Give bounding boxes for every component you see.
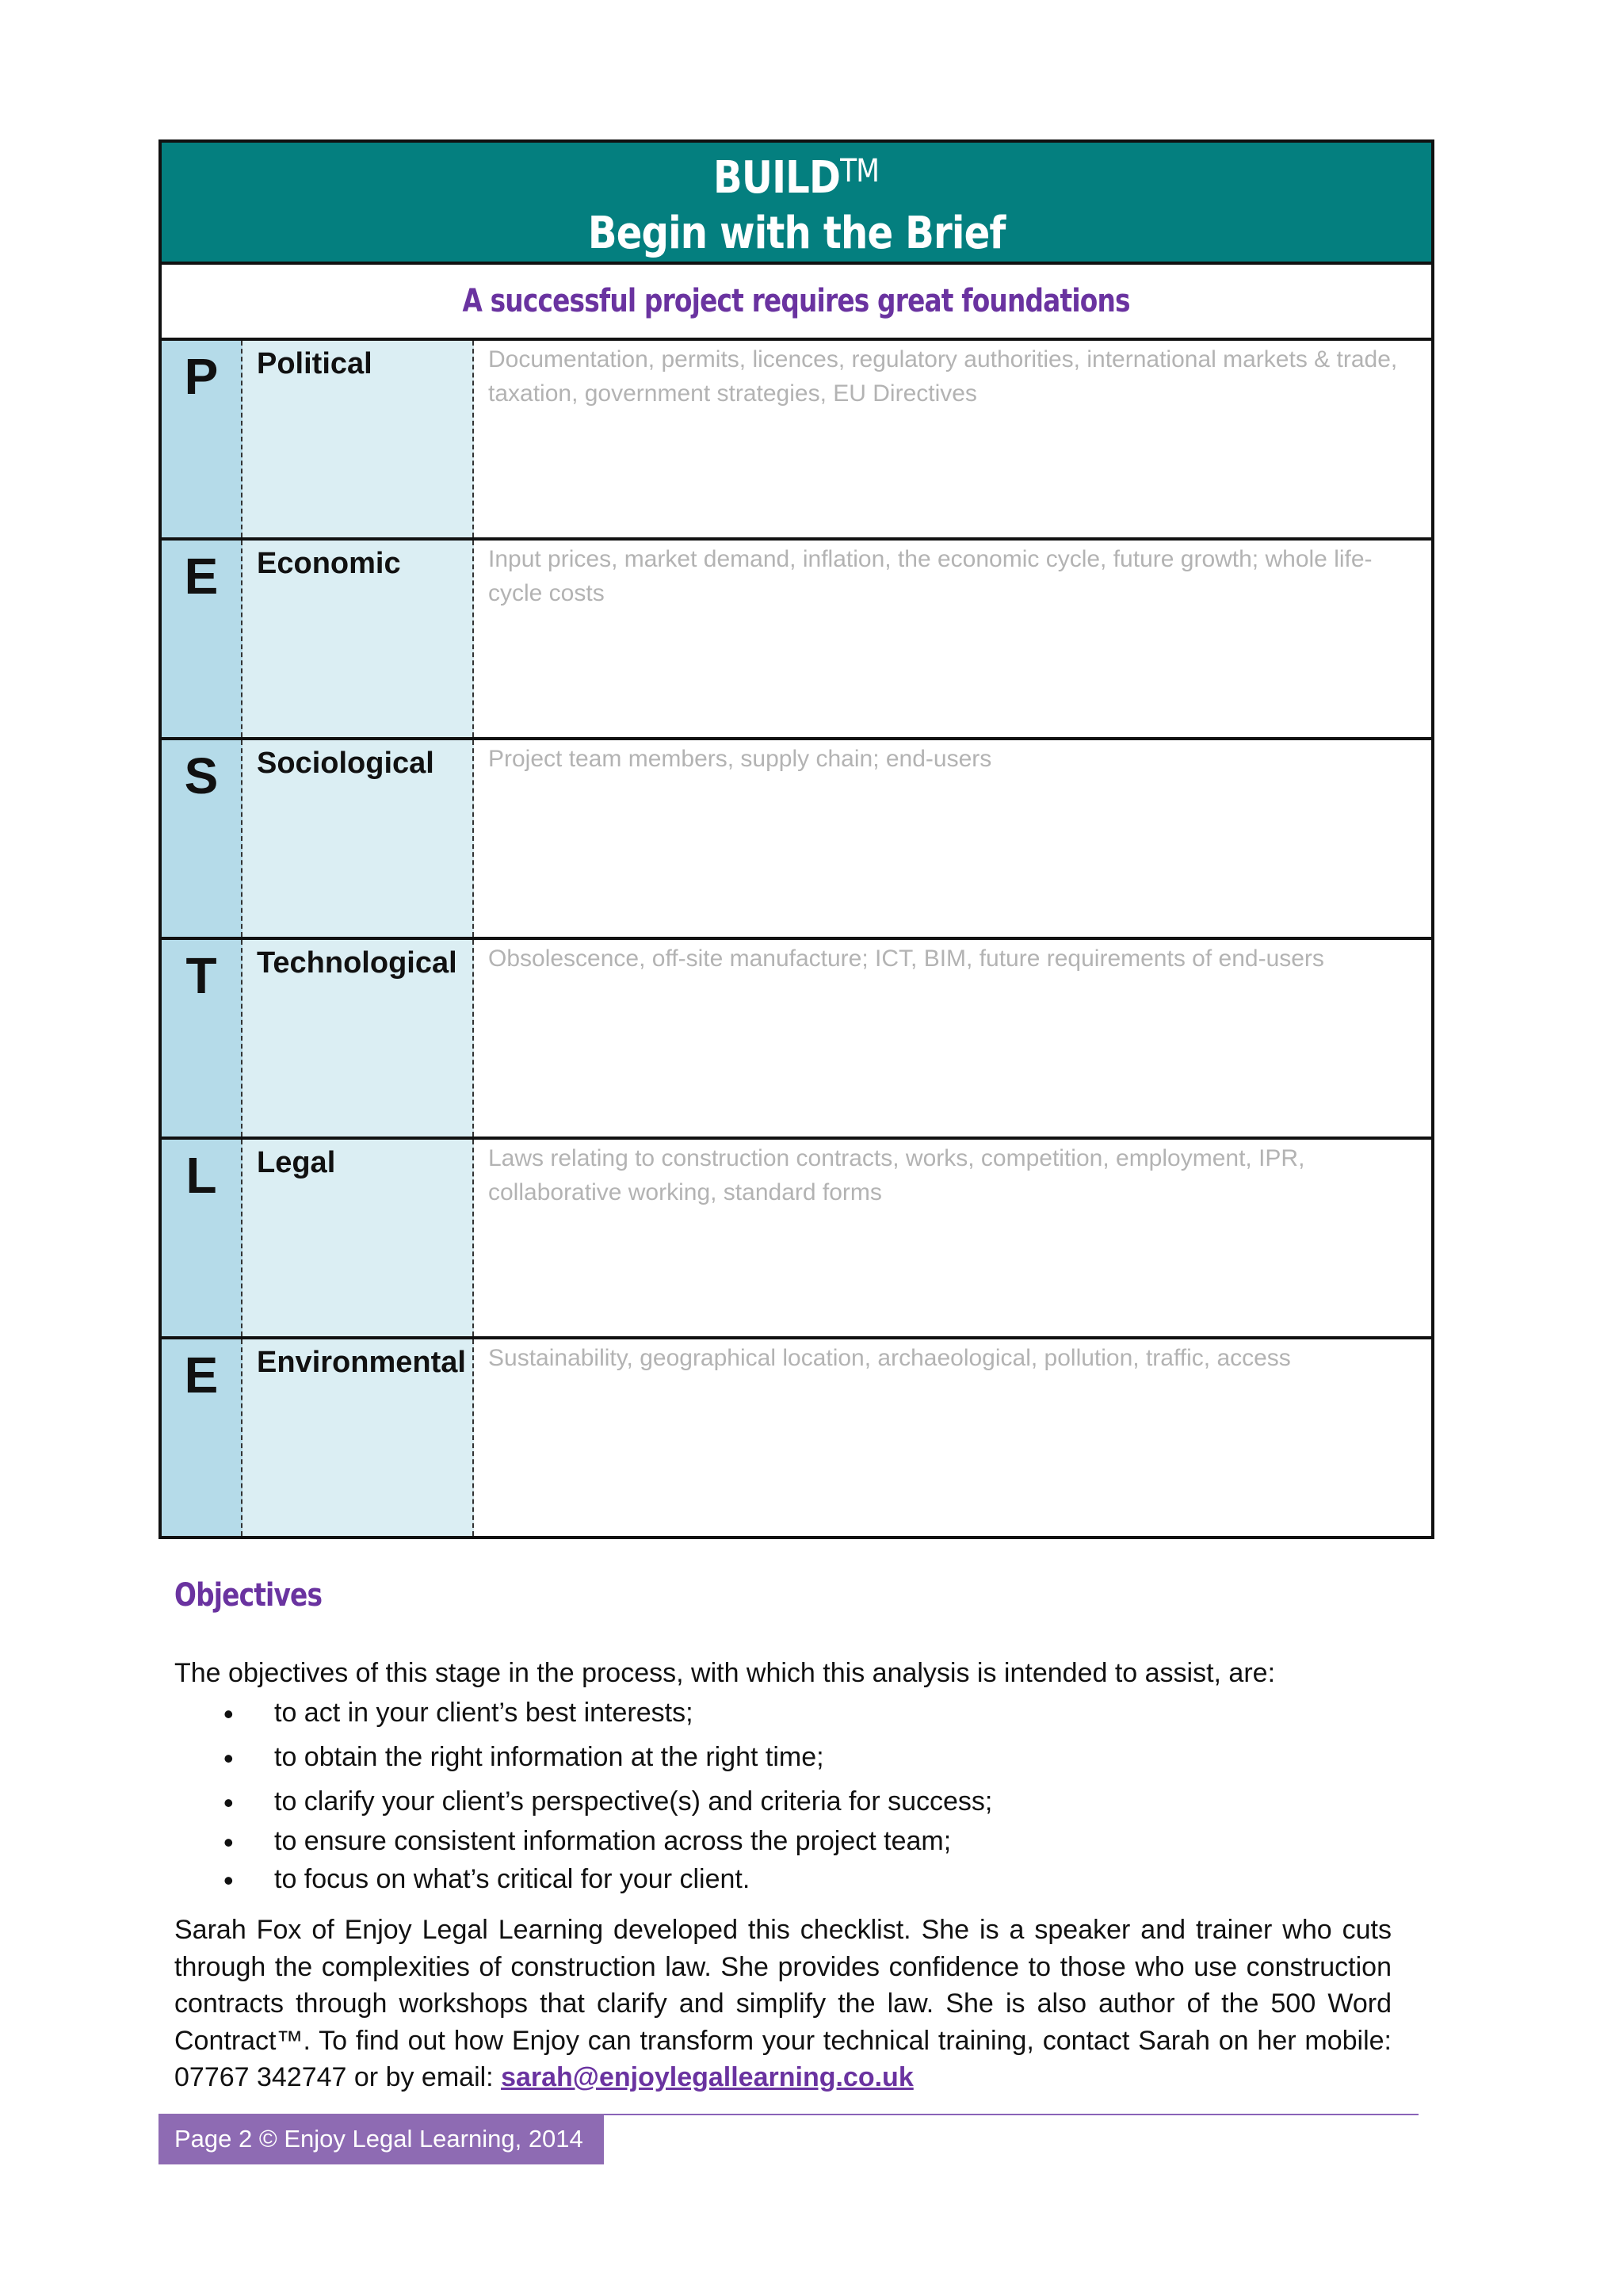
letter-cell: [162, 1140, 242, 1336]
pestle-letter: E: [184, 548, 219, 605]
header-title: [713, 143, 879, 206]
objectives-list: [174, 1698, 992, 1902]
pestle-detail: Documentation, permits, licences, regulatory authorities, international markets & trade, taxation, government strategies, EU Directives: [488, 346, 1398, 407]
tagline-row: [162, 265, 1431, 341]
pestle-row-legal: [162, 1140, 1431, 1339]
factor-cell: [242, 940, 474, 1137]
pestle-detail: Obsolescence, off-site manufacture; ICT, BIM, future requirements of end-users: [488, 946, 1324, 972]
author-bio: [174, 1912, 1392, 2096]
pestle-factor: Political: [257, 347, 372, 380]
footer-page-label: Page 2 © Enjoy Legal Learning, 2014: [158, 2114, 604, 2164]
factor-cell: [242, 740, 474, 937]
detail-cell[interactable]: [474, 1339, 1431, 1536]
bio-text: Sarah Fox of Enjoy Legal Learning developed this checklist. She is a speaker and trainer who cuts through the complexities of construction law. She provides confidence to those who use construction contracts through workshops that clarify and simplify the law. She is also author of the 500 Word Contract™. To find out how Enjoy can transform your technical training, contact Sarah on her mobile: 07767 342747 or by email:: [174, 1915, 1392, 2092]
pestle-row-sociological: [162, 740, 1431, 940]
pestle-factor: Technological: [257, 946, 457, 980]
pestle-row-economic: [162, 541, 1431, 740]
factor-cell: [242, 341, 474, 537]
pestle-factor: Sociological: [257, 747, 434, 780]
letter-cell: [162, 541, 242, 737]
pestle-factor: Legal: [257, 1146, 336, 1179]
pestle-row-environmental: [162, 1339, 1431, 1536]
pestle-factor: Economic: [257, 547, 401, 580]
pestle-detail: Sustainability, geographical location, archaeological, pollution, traffic, access: [488, 1345, 1291, 1371]
list-item: • to obtain the right information at the right time;: [174, 1742, 992, 1786]
detail-cell[interactable]: [474, 1140, 1431, 1336]
letter-cell: [162, 740, 242, 937]
pestle-detail: Project team members, supply chain; end-users: [488, 746, 992, 772]
list-item: • to act in your client’s best interests;: [174, 1698, 992, 1742]
trademark-mark: TM: [840, 152, 880, 189]
factor-cell: [242, 1339, 474, 1536]
objectives-heading: Objectives: [174, 1577, 323, 1614]
pestle-detail: Laws relating to construction contracts, works, competition, employment, IPR, collaborative working, standard forms: [488, 1145, 1305, 1205]
header-title-text: BUILD: [713, 151, 841, 204]
objectives-intro: The objectives of this stage in the process, with which this analysis is intended to assist, are:: [174, 1658, 1276, 1688]
factor-cell: [242, 1140, 474, 1336]
letter-cell: [162, 341, 242, 537]
pestle-letter: E: [184, 1347, 219, 1404]
pestle-letter: S: [184, 747, 219, 804]
tagline: A successful project requires great foundations: [462, 283, 1131, 319]
pestle-row-political: [162, 341, 1431, 541]
table-header: [162, 143, 1431, 265]
detail-cell[interactable]: [474, 341, 1431, 537]
pestle-letter: T: [185, 947, 217, 1004]
header-subtitle: Begin with the Brief: [587, 207, 1006, 259]
pestle-letter: L: [185, 1147, 217, 1204]
detail-cell[interactable]: [474, 940, 1431, 1137]
pestle-detail: Input prices, market demand, inflation, the economic cycle, future growth; whole life-cycle costs: [488, 546, 1373, 606]
detail-cell[interactable]: [474, 541, 1431, 737]
list-item: • to focus on what’s critical for your client.: [174, 1864, 992, 1902]
detail-cell[interactable]: [474, 740, 1431, 937]
build-pestle-table: [158, 139, 1434, 1539]
list-item: • to ensure consistent information across the project team;: [174, 1826, 992, 1864]
pestle-row-technological: [162, 940, 1431, 1140]
letter-cell: [162, 1339, 242, 1536]
factor-cell: [242, 541, 474, 737]
pestle-letter: P: [184, 348, 219, 405]
list-item: • to clarify your client’s perspective(s) and criteria for success;: [174, 1786, 992, 1826]
letter-cell: [162, 940, 242, 1137]
pestle-factor: Environmental: [257, 1346, 466, 1379]
email-link[interactable]: sarah@enjoylegallearning.co.uk: [501, 2062, 914, 2092]
